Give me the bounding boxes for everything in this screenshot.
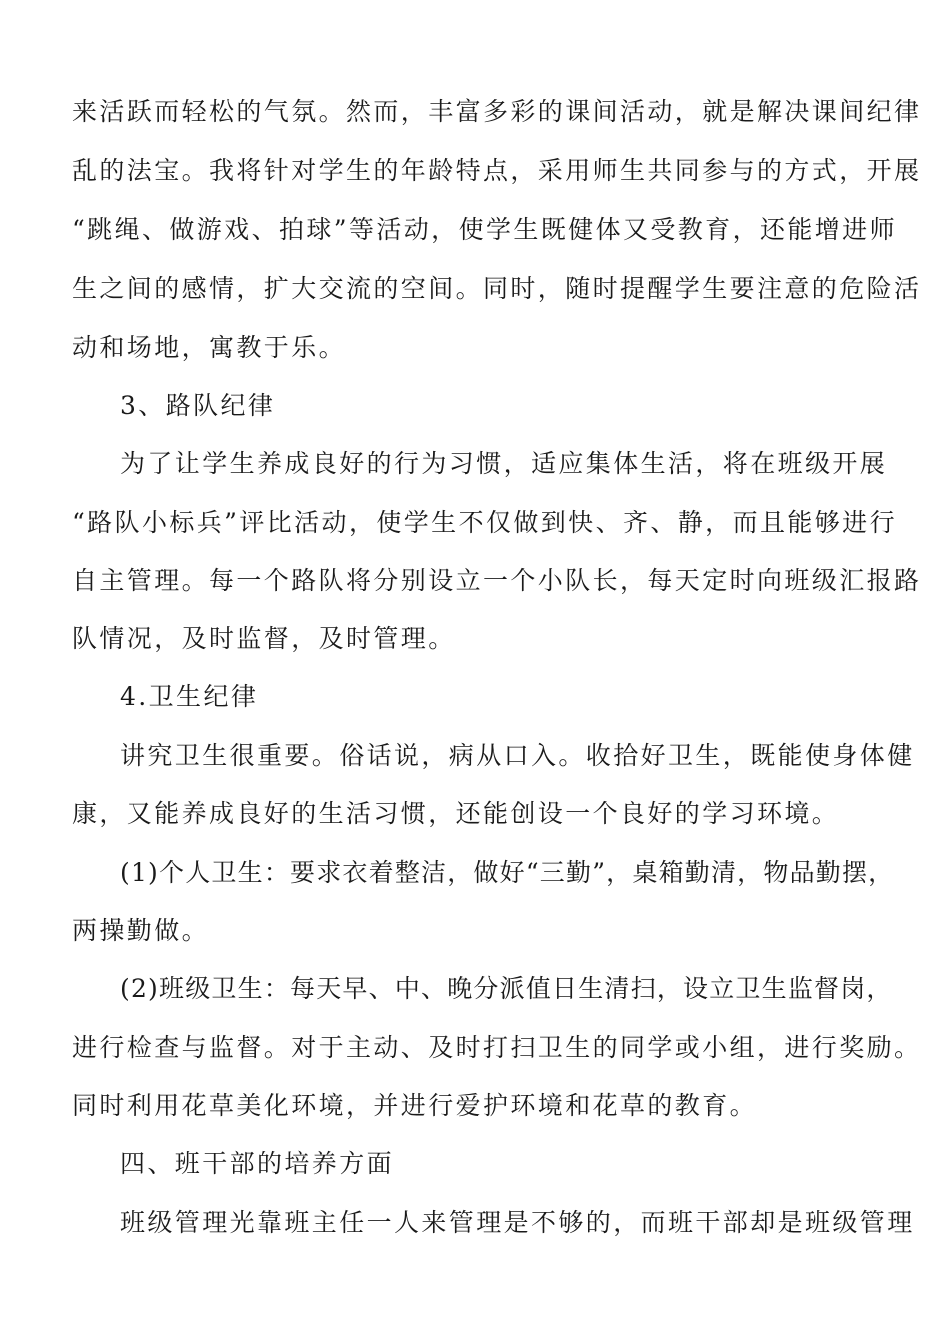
paragraph-line: 队情况，及时监督，及时管理。 xyxy=(72,624,456,653)
paragraph-line: 乱的法宝。我将针对学生的年龄特点，采用师生共同参与的方式，开展 xyxy=(72,156,922,185)
paragraph-line: “路队小标兵”评比活动，使学生不仅做到快、齐、静，而且能够进行 xyxy=(72,508,897,537)
paragraph-line: 班级管理光靠班主任一人来管理是不够的，而班干部却是班级管理 xyxy=(120,1208,915,1237)
paragraph-line: 自主管理。每一个路队将分别设立一个小队长，每天定时向班级汇报路 xyxy=(72,566,922,595)
paragraph-line: 为了让学生养成良好的行为习惯，适应集体生活，将在班级开展 xyxy=(120,449,888,478)
paragraph-line: (1)个人卫生：要求衣着整洁，做好“三勤”，桌箱勤清，物品勤摆， xyxy=(120,858,895,887)
paragraph-line: “跳绳、做游戏、拍球”等活动，使学生既健体又受教育，还能增进师 xyxy=(72,215,897,244)
paragraph-line: 同时利用花草美化环境，并进行爱护环境和花草的教育。 xyxy=(72,1091,758,1120)
paragraph-line: 康，又能养成良好的生活习惯，还能创设一个良好的学习环境。 xyxy=(72,799,840,828)
paragraph-line: 两操勤做。 xyxy=(72,916,210,945)
section-heading: 4.卫生纪律 xyxy=(120,682,259,711)
paragraph-line: 来活跃而轻松的气氛。然而，丰富多彩的课间活动，就是解决课间纪律 xyxy=(72,97,922,126)
paragraph-line: 动和场地，寓教于乐。 xyxy=(72,333,347,362)
section-heading: 3、路队纪律 xyxy=(120,391,276,420)
paragraph-line: 进行检查与监督。对于主动、及时打扫卫生的同学或小组，进行奖励。 xyxy=(72,1033,922,1062)
paragraph-line: 讲究卫生很重要。俗话说，病从口入。收拾好卫生，既能使身体健 xyxy=(120,741,915,770)
section-heading: 四、班干部的培养方面 xyxy=(120,1149,395,1178)
paragraph-line: 生之间的感情，扩大交流的空间。同时，随时提醒学生要注意的危险活 xyxy=(72,274,922,303)
paragraph-line: (2)班级卫生：每天早、中、晚分派值日生清扫，设立卫生监督岗， xyxy=(120,974,893,1003)
